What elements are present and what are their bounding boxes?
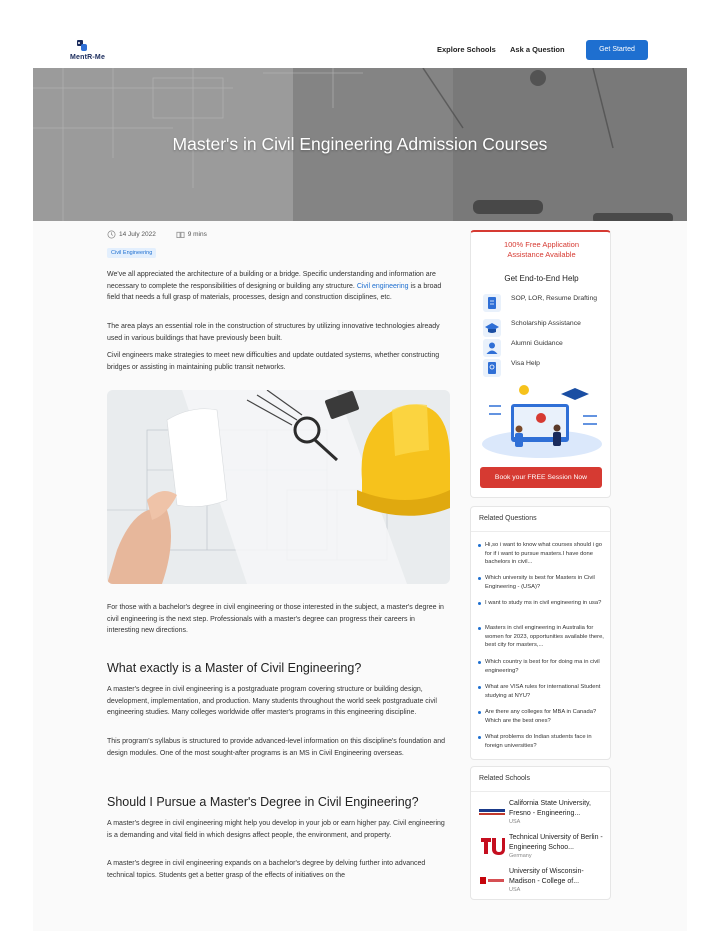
question-link[interactable]: Are there any colleges for MBA in Canada?Which are the best ones? (485, 708, 607, 725)
book-icon (176, 230, 185, 239)
question-link[interactable]: I want to study ms in civil engineering in usa? (485, 599, 607, 608)
school-country: USA (509, 887, 521, 893)
promo-title-line2: Assistance Available (507, 250, 576, 259)
divider (471, 531, 610, 532)
logo-icon (76, 40, 88, 52)
article-meta (107, 230, 207, 242)
question-link[interactable]: Hi,so i want to know what courses should i go for if i want to pursue masters.I have done bachelors in civil... (485, 541, 607, 567)
intro-paragraph-1 (107, 269, 447, 304)
school-name: University of Wisconsin-Madison - College of... (509, 868, 584, 885)
intro-paragraph-2: The area plays an essential role in the construction of structures by utilizing innovative technologies already used in various buildings that have previously been built. (107, 323, 440, 342)
blueprint-photo (107, 390, 450, 584)
question-link[interactable]: Which university is best for Masters in Civil Engineering - (USA)? (485, 574, 607, 591)
graduation-cap-icon (483, 319, 501, 337)
divider (471, 791, 610, 792)
question-link[interactable]: Which country is best for for doing ma in civil engineering? (485, 658, 607, 675)
fresno-state-logo-icon (479, 803, 505, 821)
nav-ask-question[interactable]: Ask a Question (510, 45, 565, 54)
publish-date: 14 July 2022 (119, 231, 156, 238)
school-item[interactable] (479, 799, 609, 827)
section2-paragraph-2: A master's degree in civil engineering expands on a bachelor's degree by delving further into advanced technical topics. Students get a better grasp of the effects of initiatives on the (107, 860, 426, 879)
book-session-button[interactable]: Book your FREE Session Now (480, 467, 602, 488)
uw-madison-logo-icon (479, 871, 505, 889)
document-icon (483, 294, 501, 312)
page-title: Master's in Civil Engineering Admission Courses (172, 134, 548, 154)
passport-icon (483, 359, 501, 377)
assistance-illustration (479, 384, 605, 466)
promo-title (471, 240, 612, 260)
civil-engineering-link[interactable]: Civil engineering (356, 282, 409, 290)
intro-text-cont: is a broad field that needs a full grasp of materials, processes, design and construction disciplines, etc. (107, 282, 442, 301)
service-item-scholarship (483, 319, 608, 339)
logo-text: MentR-Me (70, 54, 106, 61)
category-tag[interactable]: Civil Engineering (107, 248, 156, 258)
school-country: Germany (509, 853, 532, 859)
question-link[interactable]: Masters in civil engineering in Australia for women for 2023, opportunities available there, best city for masters,... (485, 624, 607, 650)
hero-banner (33, 68, 687, 221)
related-questions-title: Related Questions (479, 515, 537, 522)
article-image (107, 390, 450, 584)
intro-paragraph-3: Civil engineers make strategies to meet new difficulties and update outdated systems, whether constructing bridges or assisting in maintaining public transit networks. (107, 352, 440, 371)
school-country: USA (509, 819, 521, 825)
school-item[interactable] (479, 833, 609, 861)
promo-subtitle: Get End-to-End Help (504, 274, 579, 283)
get-started-button[interactable]: Get Started (586, 40, 648, 60)
intro-text: We've all appreciated the architecture of a building or a bridge. Specific understanding and information are necessary to complete the responsibilities of designing or building any structure. (107, 271, 436, 290)
service-label: Alumni Guidance (511, 340, 563, 347)
service-label: Scholarship Assistance (511, 320, 581, 327)
site-header (0, 0, 720, 68)
school-name: California State University, Fresno - Engineering... (509, 800, 591, 817)
related-schools-title: Related Schools (479, 775, 530, 782)
user-icon (483, 339, 501, 357)
tu-berlin-logo-icon (479, 837, 505, 855)
clock-icon (107, 230, 116, 239)
service-label: SOP, LOR, Resume Drafting (511, 295, 598, 302)
related-schools-card (470, 766, 611, 900)
question-link[interactable]: What problems do Indian students face in foreign universities? (485, 733, 607, 750)
school-item[interactable] (479, 867, 609, 895)
question-link[interactable]: What are VISA rules for international Student studying at NYU? (485, 683, 607, 700)
after-image-paragraph: For those with a bachelor's degree in civil engineering or those interested in the subject, a master's degree in civil engineering is the next step. Professionals with a master's degree can progress their careers in interesting new directions. (107, 604, 444, 634)
service-item-visa (483, 359, 608, 379)
section2-paragraph-1: A master's degree in civil engineering might help you develop in your job or earn higher pay. Civil engineering is a demanding and vital field in which designs affect people, the environment, and property. (107, 820, 445, 839)
section-heading-should-i: Should I Pursue a Master's Degree in Civil Engineering? (107, 795, 419, 809)
section1-paragraph-1: A master's degree in civil engineering is a postgraduate program covering structure or building design, development, implementation, and production. Many students throughout the world seek postgraduate civil engineering studies. Many colleges worldwide offer master's programs in this engineering discipline. (107, 686, 437, 716)
related-questions-card (470, 506, 611, 760)
section-heading-what-is: What exactly is a Master of Civil Engineering? (107, 661, 362, 675)
service-item-alumni (483, 339, 608, 359)
service-label: Visa Help (511, 360, 540, 367)
site-logo[interactable] (70, 40, 110, 64)
section1-paragraph-2: This program's syllabus is structured to provide advanced-level information on this discipline's foundation and design modules. One of the most sought-after programs is an MS in Civil Engineering overseas. (107, 738, 446, 757)
nav-explore-schools[interactable]: Explore Schools (437, 45, 496, 54)
read-time: 9 mins (187, 231, 207, 238)
school-name: Technical University of Berlin - Engineering Schoo... (509, 834, 603, 851)
promo-title-line1: 100% Free Application (503, 240, 580, 249)
free-assistance-card (470, 230, 611, 498)
service-item-sop (483, 294, 608, 314)
